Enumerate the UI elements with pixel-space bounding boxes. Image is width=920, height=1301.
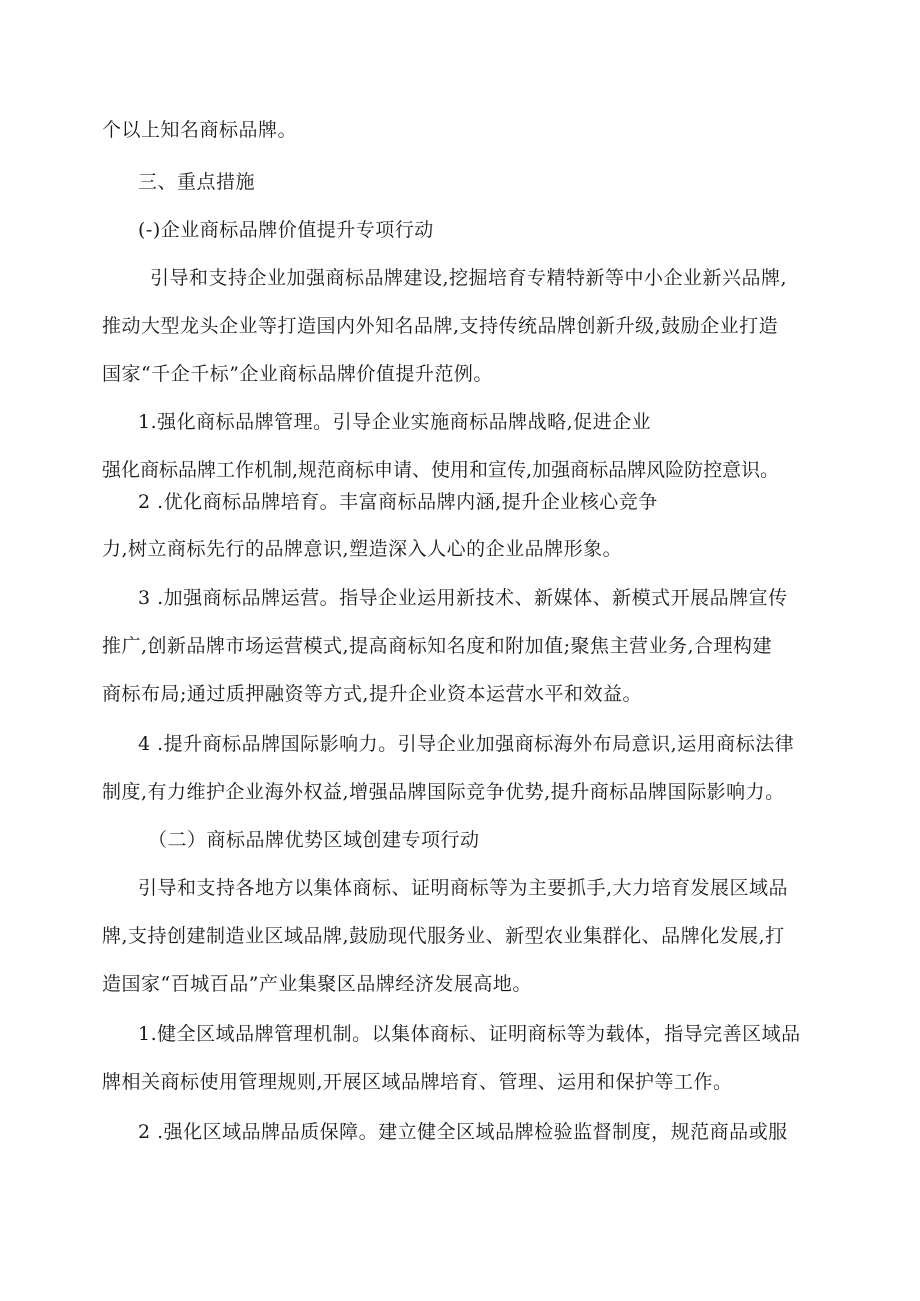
text-line-continuation: 个以上知名商标品牌。	[102, 119, 298, 141]
list-item-line: 力,树立商标先行的品牌意识,塑造深入人心的企业品牌形象。	[102, 538, 623, 560]
list-item-line: 3 .加强商标品牌运营。指导企业运用新技术、新媒体、新模式开展品牌宣传	[138, 587, 788, 609]
list-item-line: 2 .强化区域品牌品质保障。建立健全区域品牌检验监督制度，规范商品或服	[138, 1121, 788, 1143]
list-item-line: 推广,创新品牌市场运营模式,提高商标知名度和附加值;聚焦主营业务,合理构建	[102, 635, 773, 657]
paragraph-line: 国家“千企千标”企业商标品牌价值提升范例。	[102, 363, 493, 385]
subsection-heading-2: （二）商标品牌优势区域创建专项行动	[148, 829, 480, 851]
paragraph-line: 推动大型龙头企业等打造国内外知名品牌,支持传统品牌创新升级,鼓励企业打造	[102, 315, 779, 337]
paragraph-line: 引导和支持企业加强商标品牌建设,挖掘培育专精特新等中小企业新兴品牌,	[150, 267, 788, 289]
paragraph-line: 牌,支持创建制造业区域品牌,鼓励现代服务业、新型农业集群化、品牌化发展,打	[102, 925, 785, 947]
paragraph-line: 造国家“百城百品”产业集聚区品牌经济发展高地。	[102, 973, 532, 995]
list-item-line: 2 .优化商标品牌培育。丰富商标品牌内涵,提升企业核心竞争	[138, 491, 658, 513]
list-item-line: 1.强化商标品牌管理。引导企业实施商标品牌战略,促进企业	[138, 411, 652, 433]
list-item-line: 1.健全区域品牌管理机制。以集体商标、证明商标等为载体，指导完善区域品	[138, 1023, 801, 1045]
list-item-line: 商标布局;通过质押融资等方式,提升企业资本运营水平和效益。	[102, 683, 642, 705]
subsection-heading-1: (-)企业商标品牌价值提升专项行动	[138, 219, 434, 241]
section-heading-key-measures: 三、重点措施	[138, 171, 256, 193]
list-item-line: 4 .提升商标品牌国际影响力。引导企业加强商标海外布局意识,运用商标法律	[138, 733, 795, 755]
list-item-line: 制度,有力维护企业海外权益,增强品牌国际竞争优势,提升商标品牌国际影响力。	[102, 781, 785, 803]
paragraph-line: 引导和支持各地方以集体商标、证明商标等为主要抓手,大力培育发展区域品	[138, 877, 789, 899]
list-item-line: 牌相关商标使用管理规则,开展区域品牌培育、管理、运用和保护等工作。	[102, 1071, 733, 1093]
list-item-line: 强化商标品牌工作机制,规范商标申请、使用和宣传,加强商标品牌风险防控意识。	[102, 459, 780, 481]
